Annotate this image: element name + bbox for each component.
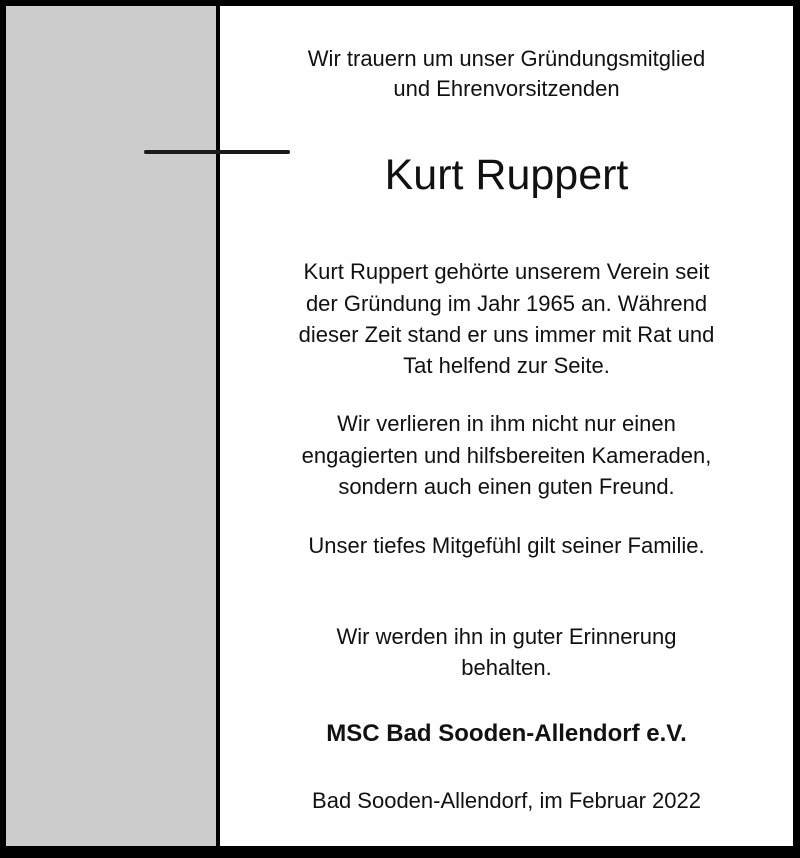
paragraph1-line-3: dieser Zeit stand er uns immer mit Rat und xyxy=(298,322,715,347)
organization-name: MSC Bad Sooden-Allendorf e.V. xyxy=(326,720,687,747)
place-date-line: Bad Sooden-Allendorf, im Februar 2022 xyxy=(312,788,701,813)
intro-line-1: Wir trauern um unser Gründungsmitglied xyxy=(307,46,706,71)
paragraph2-line-3: sondern auch einen guten Freund. xyxy=(338,474,675,499)
obituary-notice xyxy=(6,6,793,846)
paragraph1-line-2: der Gründung im Jahr 1965 an. Während xyxy=(305,291,708,316)
sympathy-line: Unser tiefes Mitgefühl gilt seiner Familie. xyxy=(308,533,705,558)
grey-sidebar-panel xyxy=(6,6,216,846)
paragraph2-line-1: Wir verlieren in ihm nicht nur einen xyxy=(337,411,676,436)
paragraph2-line-2: engagierten und hilfsbereiten Kameraden, xyxy=(301,443,712,468)
remembrance-line-2: behalten. xyxy=(461,655,552,680)
deceased-name: Kurt Ruppert xyxy=(384,151,629,199)
notice-content xyxy=(220,6,793,846)
remembrance-line-1: Wir werden ihn in guter Erinnerung xyxy=(336,624,677,649)
paragraph1-line-4: Tat helfend zur Seite. xyxy=(403,353,610,378)
intro-line-2: und Ehrenvorsitzenden xyxy=(393,76,620,101)
paragraph1-line-1: Kurt Ruppert gehörte unserem Verein seit xyxy=(303,259,710,284)
